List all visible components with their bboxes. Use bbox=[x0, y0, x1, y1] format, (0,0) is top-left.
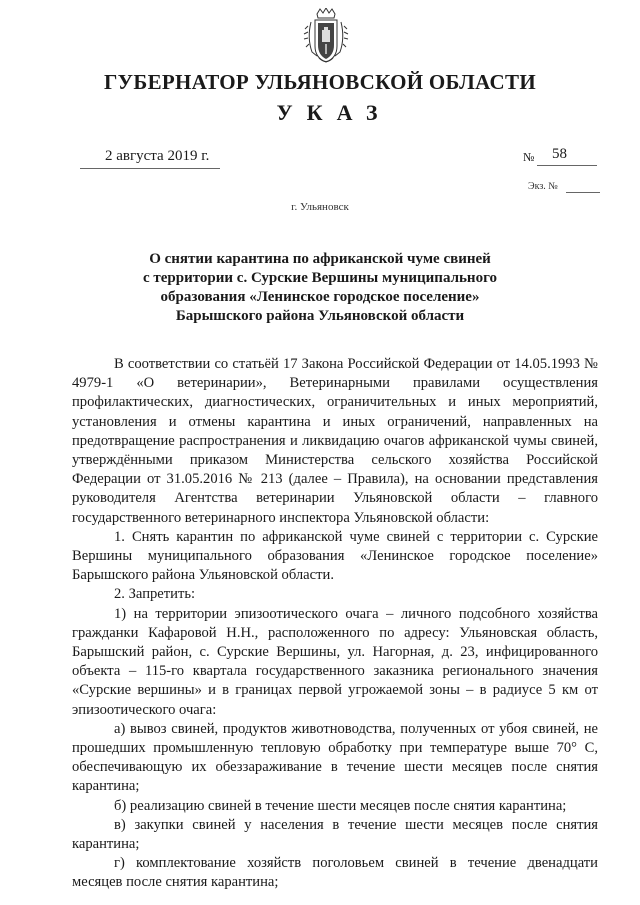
heading-line: Барышского района Ульяновской области bbox=[175, 308, 465, 324]
item-b: б) реализацию свиней в течение шести месяцев после снятия карантина; bbox=[114, 797, 567, 814]
document-date: 2 августа 2019 г. bbox=[105, 148, 210, 164]
copy-number-underline bbox=[566, 192, 600, 193]
coat-of-arms-icon bbox=[303, 8, 349, 66]
heading-line: образования «Ленинское городское поселение» bbox=[160, 289, 480, 305]
date-underline bbox=[80, 168, 220, 169]
subclause-2-1: 1) на территории эпизоотического очага – личного подсобного хозяйства гражданки Кафаровой Н.Н., расположенного по адресу: Ульяновская область, Барышский район, с. Сурские Вершины, ул. Нагорная, д. 23, инфицированного объекта – 115-го квартала государственного заказника регионального значения «Сурские вершины» и в границах первой угрожаемой зоны – в радиусе 5 км от эпизоотического очага: bbox=[72, 605, 598, 718]
decree-body bbox=[72, 355, 598, 893]
city: г. Ульяновск bbox=[291, 201, 349, 213]
document-type: УКАЗ bbox=[276, 100, 392, 125]
copy-number-label: Экз. № bbox=[528, 181, 558, 192]
number-underline bbox=[537, 165, 597, 166]
number-label: № bbox=[523, 150, 535, 164]
item-v: в) закупки свиней у населения в течение шести месяцев после снятия карантина; bbox=[72, 816, 598, 853]
item-g: г) комплектование хозяйств поголовьем свиней в течение двенадцати месяцев после снятия карантина; bbox=[72, 855, 598, 891]
item-a: а) вывоз свиней, продуктов животноводства, полученных от убоя свиней, не прошедших промышленную тепловую обработку при температуре выше 70° С, обеспечивающую их обеззараживание в течение шести месяцев после снятия карантина; bbox=[72, 720, 598, 795]
decree-heading bbox=[90, 250, 550, 326]
heading-line: с территории с. Сурские Вершины муниципального bbox=[142, 270, 498, 286]
preamble-paragraph: В соответствии со статьёй 17 Закона Российской Федерации от 14.05.1993 № 4979-1 «О ветеринарии», Ветеринарными правилами осуществления профилактических, диагностических, ограничительных и иных мероприятий, установления и отмены карантина и иных ограничений, направленных на предотвращение распространения и ликвидацию очагов африканской чумы свиней, утверждёнными приказом Министерства сельского хозяйства Российской Федерации от 31.05.2016 № 213 (далее – Правила), на основании представления руководителя Агентства ветеринарии Ульяновской области – главного государственного ветеринарного инспектора Ульяновской области: bbox=[72, 356, 598, 526]
governor-title: ГУБЕРНАТОР УЛЬЯНОВСКОЙ ОБЛАСТИ bbox=[104, 70, 536, 94]
heading-line: О снятии карантина по африканской чуме свиней bbox=[149, 251, 491, 267]
clause-2: 2. Запретить: bbox=[114, 586, 196, 603]
document-number: 58 bbox=[552, 146, 567, 162]
clause-1: 1. Снять карантин по африканской чуме свиней с территории с. Сурские Вершины муниципального образования «Ленинское городское поселение» Барышского района Ульяновской области. bbox=[72, 528, 598, 584]
